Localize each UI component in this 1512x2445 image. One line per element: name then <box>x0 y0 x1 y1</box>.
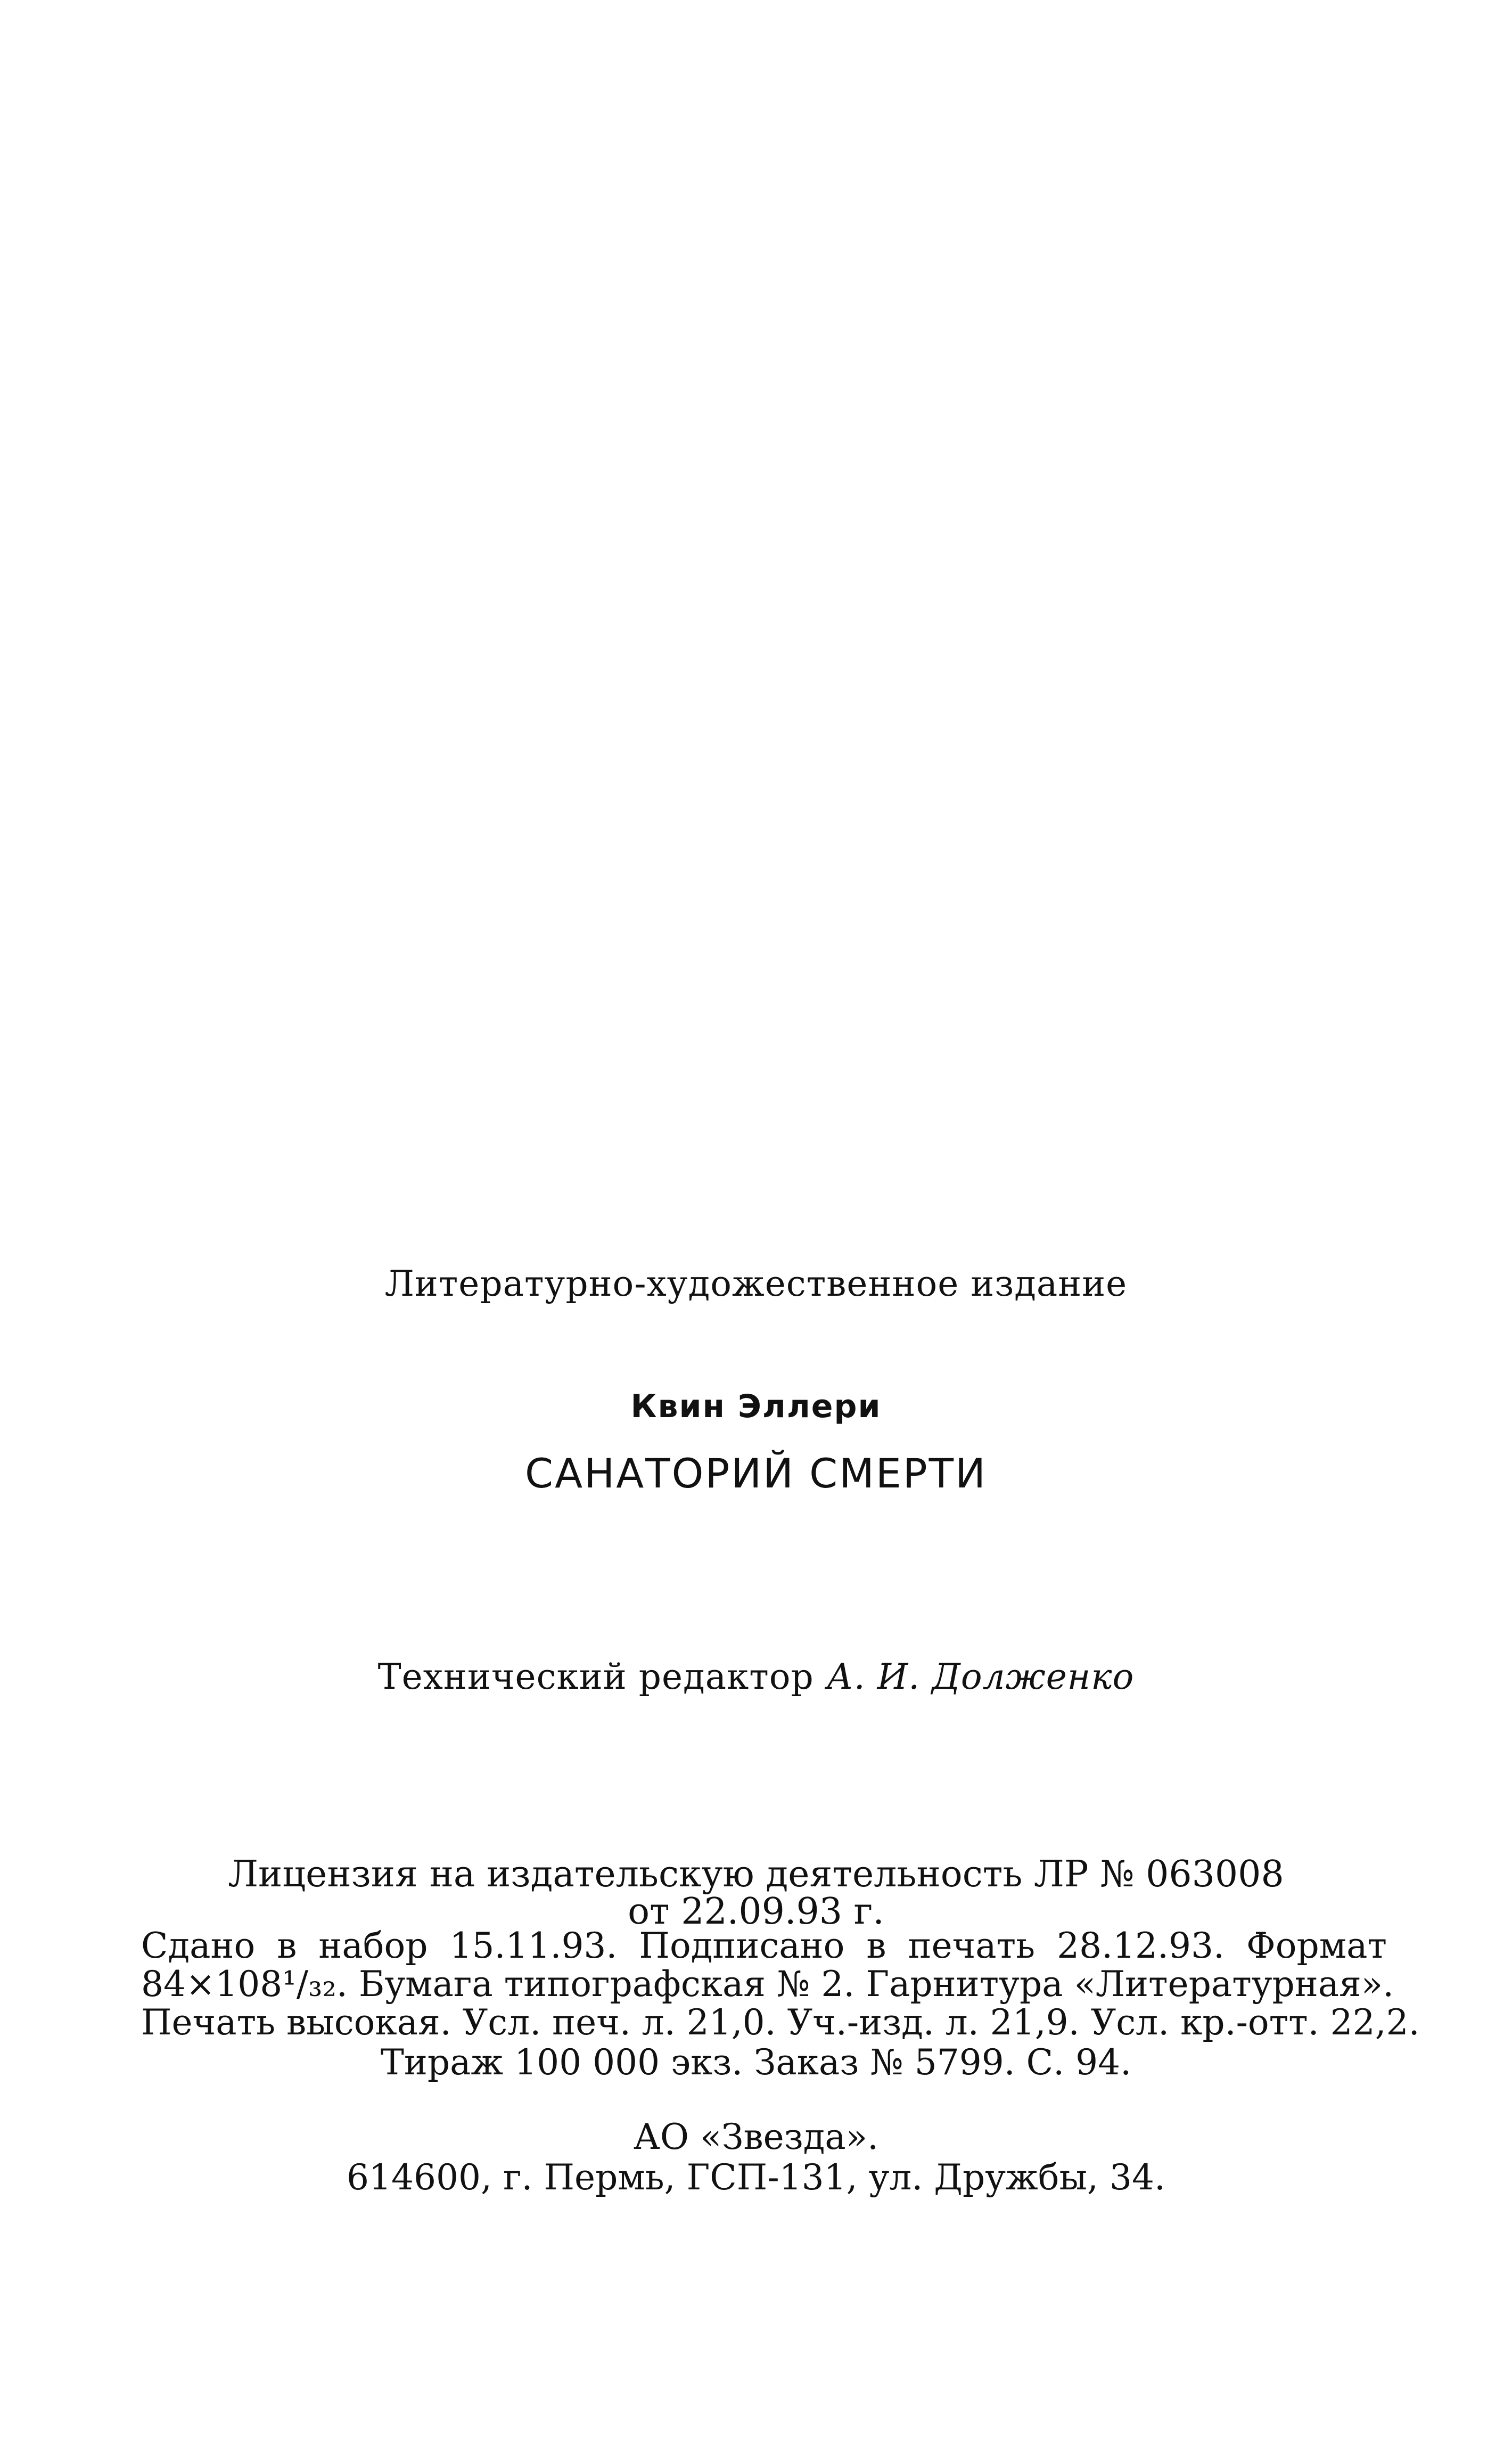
editor-name: А. И. Долженко <box>826 1656 1135 1697</box>
license-date: от 22.09.93 г. <box>628 1891 884 1933</box>
book-title: САНАТОРИЙ СМЕРТИ <box>525 1450 987 1497</box>
imprint-line: 84×108¹/₃₂. Бумага типографская № 2. Гарнитура «Литературная». <box>141 1964 1394 2005</box>
technical-editor <box>0 1656 1512 1697</box>
editor-role: Технический редактор <box>377 1656 814 1697</box>
imprint-line: Печать высокая. Усл. печ. л. 21,0. Уч.-изд. л. 21,9. Усл. кр.-отт. 22,2. <box>141 2002 1420 2043</box>
print-run: Тираж 100 000 экз. Заказ № 5799. С. 94. <box>380 2042 1132 2083</box>
publisher-address: 614600, г. Пермь, ГСП-131, ул. Дружбы, 34. <box>347 2157 1165 2198</box>
imprint-line: Сдано в набор 15.11.93. Подписано в печать 28.12.93. Формат <box>141 1925 1387 1966</box>
license-statement: Лицензия на издательскую деятельность ЛР № 063008 <box>228 1853 1284 1895</box>
publisher-name: АО «Звезда». <box>633 2116 879 2157</box>
author-name: Квин Эллери <box>630 1388 882 1425</box>
edition-type: Литературно-художественное издание <box>384 1263 1128 1304</box>
